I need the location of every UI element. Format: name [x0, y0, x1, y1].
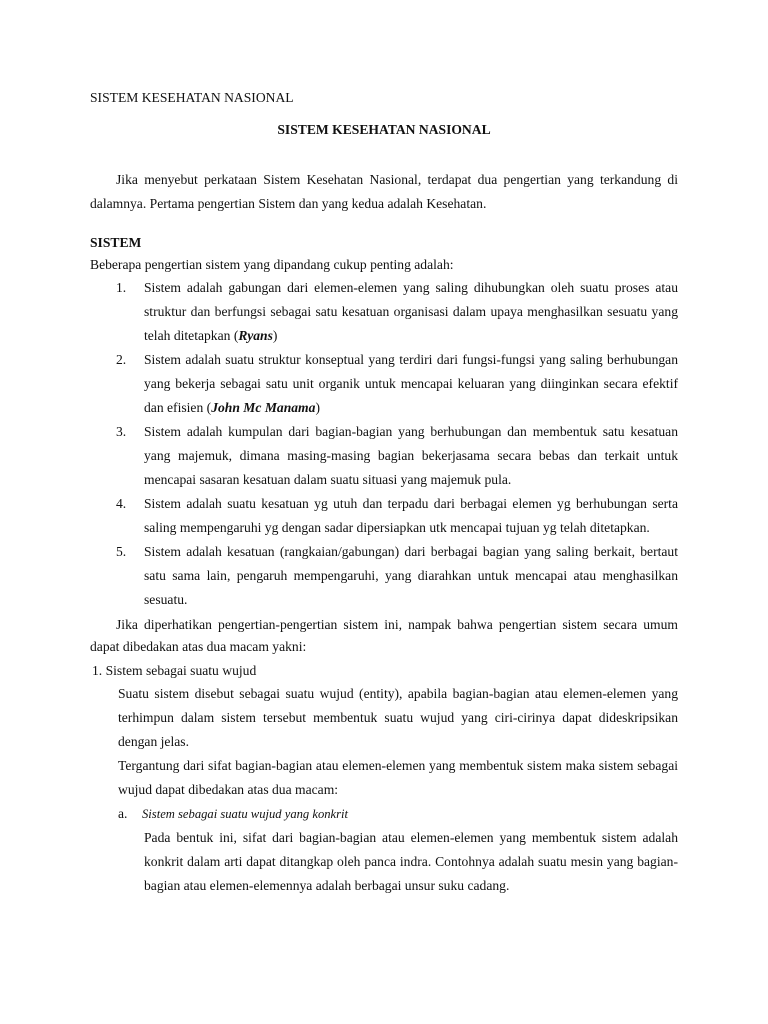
definition-text: Sistem adalah suatu kesatuan yg utuh dan terpadu dari berbagai elemen yg berhubungan serta saling mempengaruhi yg dengan sadar dipersiapkan utk mencapai tujuan yg telah ditetapkan. [144, 496, 678, 535]
list-item-text [144, 348, 678, 420]
list-number: 5. [116, 544, 127, 559]
konkrit-paragraph: Pada bentuk ini, sifat dari bagian-bagian atau elemen-elemen yang membentuk sistem adalah konkrit dalam arti dapat ditangkap oleh panca indra. Contohnya adalah suatu mesin yang bagian-bagian atau elemen-elemennya adalah berbagai unsur suku cadang. [144, 830, 678, 893]
definition-text: Sistem adalah gabungan dari elemen-elemen yang saling dihubungkan oleh suatu proses atau struktur dan berfungsi sebagai satu kesatuan organisasi dalam upaya menghasilkan sesuatu yang telah ditetapkan ( [144, 280, 678, 343]
list-item [90, 420, 678, 492]
list-number: 1. [116, 280, 127, 295]
definition-author: John Mc Manama [211, 400, 316, 415]
list-item [90, 540, 678, 612]
definition-text: Sistem adalah suatu struktur konseptual yang terdiri dari fungsi-fungsi yang saling berhubungan yang bekerja sebagai satu unit organik untuk mencapai keluaran yang diinginkan secara efektif dan efisien ( [144, 352, 678, 415]
subheading-a-title: Sistem sebagai suatu wujud yang konkrit [142, 807, 349, 821]
definition-text: Sistem adalah kesatuan (rangkaian/gabungan) dari berbagai bagian yang saling berkait, bertaut satu sama lain, pengaruh mempengaruhi, yang diarahkan untuk mencapai atau menghasilkan sesuatu. [144, 544, 678, 607]
intro-paragraph: Jika menyebut perkataan Sistem Kesehatan Nasional, terdapat dua pengertian yang terkandung di dalamnya. Pertama pengertian Sistem dan yang kedua adalah Kesehatan. [90, 172, 678, 211]
list-item [90, 348, 678, 420]
list-number: 4. [116, 496, 127, 511]
list-item-text [144, 276, 678, 348]
list-number: 3. [116, 424, 127, 439]
definitions-list [90, 276, 678, 612]
definition-author: Ryans [238, 328, 273, 343]
wujud-paragraph-1: Suatu sistem disebut sebagai suatu wujud (entity), apabila bagian-bagian atau elemen-elemen yang terhimpun dalam sistem tersebut membentuk suatu wujud yang ciri-cirinya dapat dideskripsikan dengan jelas. [118, 686, 678, 749]
subheading-wujud: 1. Sistem sebagai suatu wujud [92, 663, 257, 678]
definition-close: ) [272, 328, 278, 343]
definition-text: Sistem adalah kumpulan dari bagian-bagian yang berhubungan dan membentuk satu kesatuan yang majemuk, dimana masing-masing bagian bekerjasama secara bebas dan terkait untuk mencapai sasaran kesatuan dalam suatu situasi yang majemuk pula. [144, 424, 678, 487]
subheading-a-letter: a. [118, 806, 128, 821]
list-item [90, 492, 678, 540]
document-title: SISTEM KESEHATAN NASIONAL [277, 122, 491, 137]
wujud-paragraph-2: Tergantung dari sifat bagian-bagian atau elemen-elemen yang membentuk sistem maka sistem sebagai wujud dapat dibedakan atas dua macam: [118, 758, 678, 797]
subheading-a [90, 802, 678, 826]
definition-close: ) [315, 400, 320, 415]
list-item-text [144, 492, 678, 540]
observation-paragraph: Jika diperhatikan pengertian-pengertian sistem ini, nampak bahwa pengertian sistem secara umum dapat dibedakan atas dua macam yakni: [90, 617, 678, 654]
list-item-text [144, 420, 678, 492]
section-lead: Beberapa pengertian sistem yang dipandang cukup penting adalah: [90, 257, 454, 272]
section-heading: SISTEM [90, 235, 142, 250]
list-item-text [144, 540, 678, 612]
document-body [90, 168, 678, 898]
document-header: SISTEM KESEHATAN NASIONAL [90, 90, 294, 105]
list-item [90, 276, 678, 348]
list-number: 2. [116, 352, 127, 367]
